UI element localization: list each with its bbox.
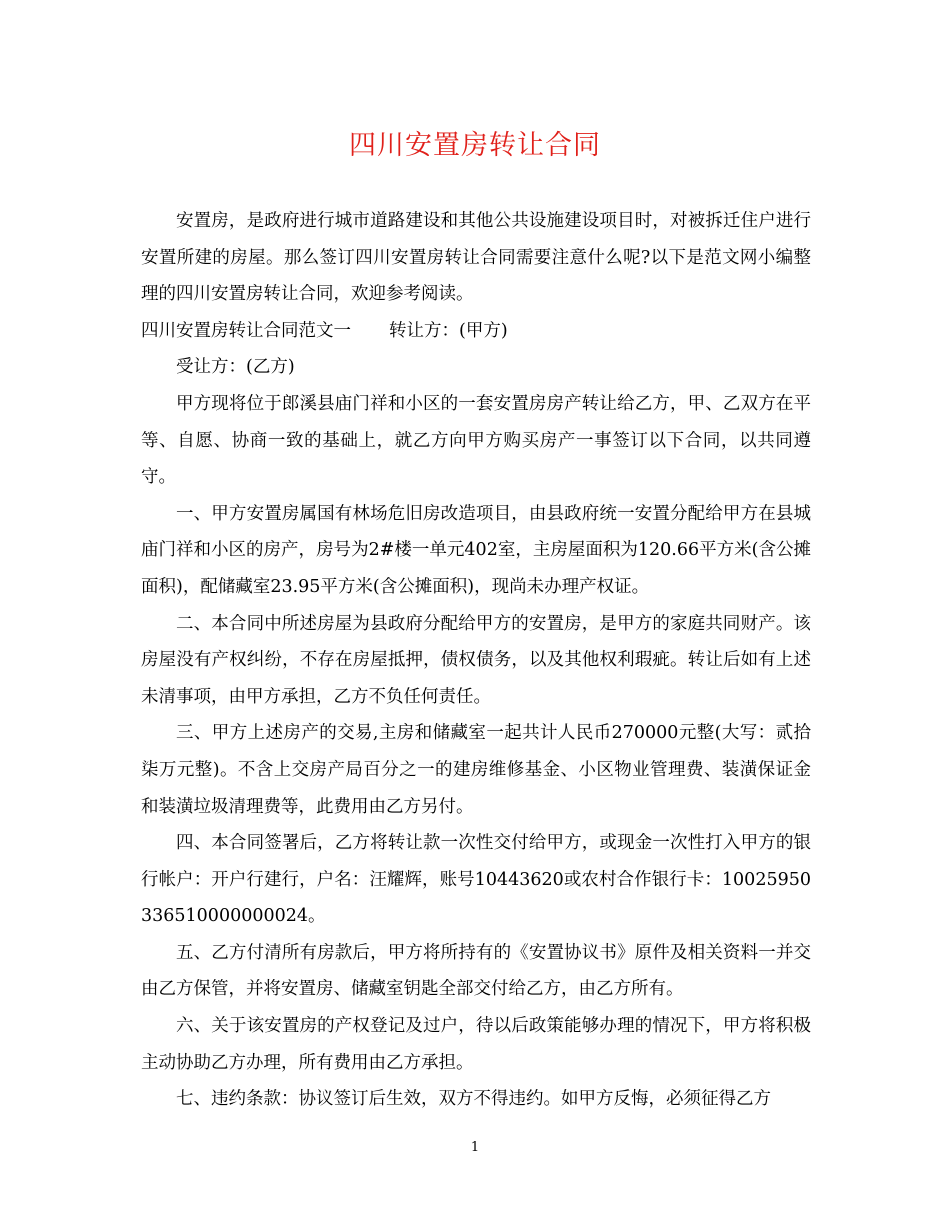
sample-heading: 四川安置房转让合同范文一 [141,320,351,341]
preamble-paragraph: 甲方现将位于郎溪县庙门祥和小区的一套安置房房产转让给乙方，甲、乙双方在平等、自愿、协商一致的基础上，就乙方向甲方购买房产一事签订以下合同，以共同遵守。 [141,393,811,488]
clause-3: 三、甲方上述房产的交易,主房和储藏室一起共计人民币270000元整(大写：贰拾柒万元整)。不含上交房产局百分之一的建房维修基金、小区物业管理费、装潢保证金和装潢垃圾清理费等，此费用由乙方另付。 [141,723,811,817]
clause-5: 五、乙方付清所有房款后，甲方将所持有的《安置协议书》原件及相关资料一并交由乙方保管，并将安置房、储藏室钥匙全部交付给乙方，由乙方所有。 [141,942,811,1000]
clause-7: 七、违约条款：协议签订后生效，双方不得违约。如甲方反悔，必须征得乙方 [176,1089,771,1110]
transferor-label: 转让方：(甲方) [389,320,508,341]
intro-paragraph: 安置房，是政府进行城市道路建设和其他公共设施建设项目时，对被拆迁住户进行安置所建的房屋。那么签订四川安置房转让合同需要注意什么呢?以下是范文网小编整理的四川安置房转让合同，欢迎参考阅读。 [141,211,811,305]
sample-heading-line [141,313,811,350]
clause-1: 一、甲方安置房属国有林场危旧房改造项目，由县政府统一安置分配给甲方在县城庙门祥和小区的房产，房号为2#楼一单元402室，主房屋面积为120.66平方米(含公摊面积)，配储藏室23.95平方米(含公摊面积)，现尚未办理产权证。 [141,503,811,597]
clause-6: 六、关于该安置房的产权登记及过户，待以后政策能够办理的情况下，甲方将积极主动协助乙方办理，所有费用由乙方承担。 [141,1016,811,1073]
clause-2: 二、本合同中所述房屋为县政府分配给甲方的安置房，是甲方的家庭共同财产。该房屋没有产权纠纷，不存在房屋抵押，债权债务，以及其他权利瑕疵。转让后如有上述未清事项，由甲方承担，乙方不负任何责任。 [141,613,811,707]
document-body [141,203,811,1118]
clause-4: 四、本合同签署后，乙方将转让款一次性交付给甲方，或现金一次性打入甲方的银行帐户：开户行建行，户名：汪耀辉，账号10443620或农村合作银行卡：10025950336510000000024。 [141,833,811,927]
page-number: 1 [470,1140,480,1155]
document-title: 四川安置房转让合同 [349,130,601,161]
transferee-label: 受让方：(乙方) [176,357,295,378]
